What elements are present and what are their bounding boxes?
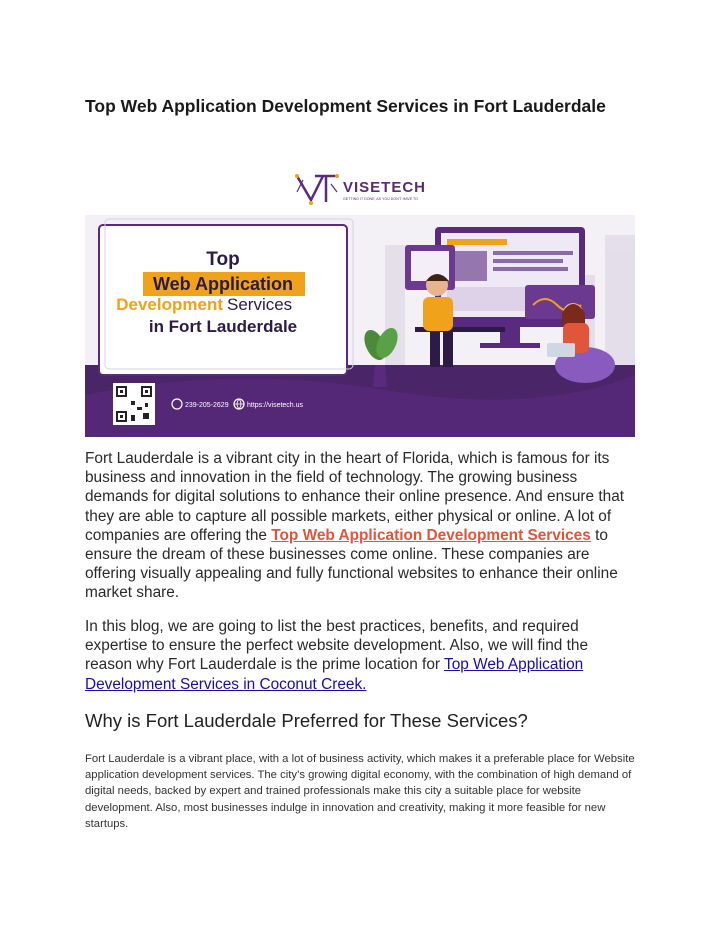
- top-web-app-services-link[interactable]: Top Web Application Development Services: [271, 526, 591, 544]
- intro-paragraph: [85, 449, 637, 603]
- section-paragraph: Fort Lauderdale is a vibrant place, with a lot of business activity, which makes it a preferable place for Website application development services. The city’s growing digital economy, with the combination of high demand of digital needs, backed by expert and trained professionals make this city a suitable place for website development. Also, most businesses indulge in innovation and creativity, making it more feasible for new startups.: [85, 753, 635, 830]
- banner-line4: in Fort Lauderdale: [148, 317, 298, 336]
- visetech-logo: [293, 170, 428, 210]
- logo-tagline: GETTING IT DONE, AS YOU DON'T HAVE TO: [343, 197, 418, 201]
- coconut-creek-link[interactable]: Top Web Application Development Services in Coconut Creek.: [85, 656, 584, 693]
- circuit-monogram-icon: [295, 174, 339, 205]
- banner-line3b: Services: [227, 295, 293, 314]
- banner-line2: Web Application: [152, 274, 294, 294]
- banner-phone: 239-205-2629: [185, 402, 229, 409]
- blog-paragraph: [85, 617, 637, 694]
- logo-brand: VISETECH: [343, 179, 427, 196]
- intro-text-after: to ensure the dream of these businesses come online. These companies are offering visually appealing and fully functional websites to enhance their online market share.: [85, 526, 618, 602]
- section-heading: Why is Fort Lauderdale Preferred for These Services?: [85, 710, 528, 731]
- banner-line3a: Development: [116, 295, 223, 314]
- intro-text: Fort Lauderdale is a vibrant city in the heart of Florida, which is famous for its business and innovation in the field of technology. The growing business demands for digital solutions to enhance their online presence. And ensure that they are able to capture all possible markets, either physical or online. A lot of companies are offering the: [85, 450, 625, 544]
- hero-banner: [85, 215, 635, 437]
- blog-text: In this blog, we are going to list the best practices, benefits, and required expertise to ensure the perfect website development. Also, we will find the reason why Fort Lauderdale is the prime location for: [85, 618, 589, 674]
- banner-website: https://visetech.us: [247, 402, 304, 409]
- page-title: Top Web Application Development Services in Fort Lauderdale: [85, 96, 606, 116]
- banner-line1: Top: [206, 249, 240, 270]
- qr-code-icon: [113, 383, 155, 425]
